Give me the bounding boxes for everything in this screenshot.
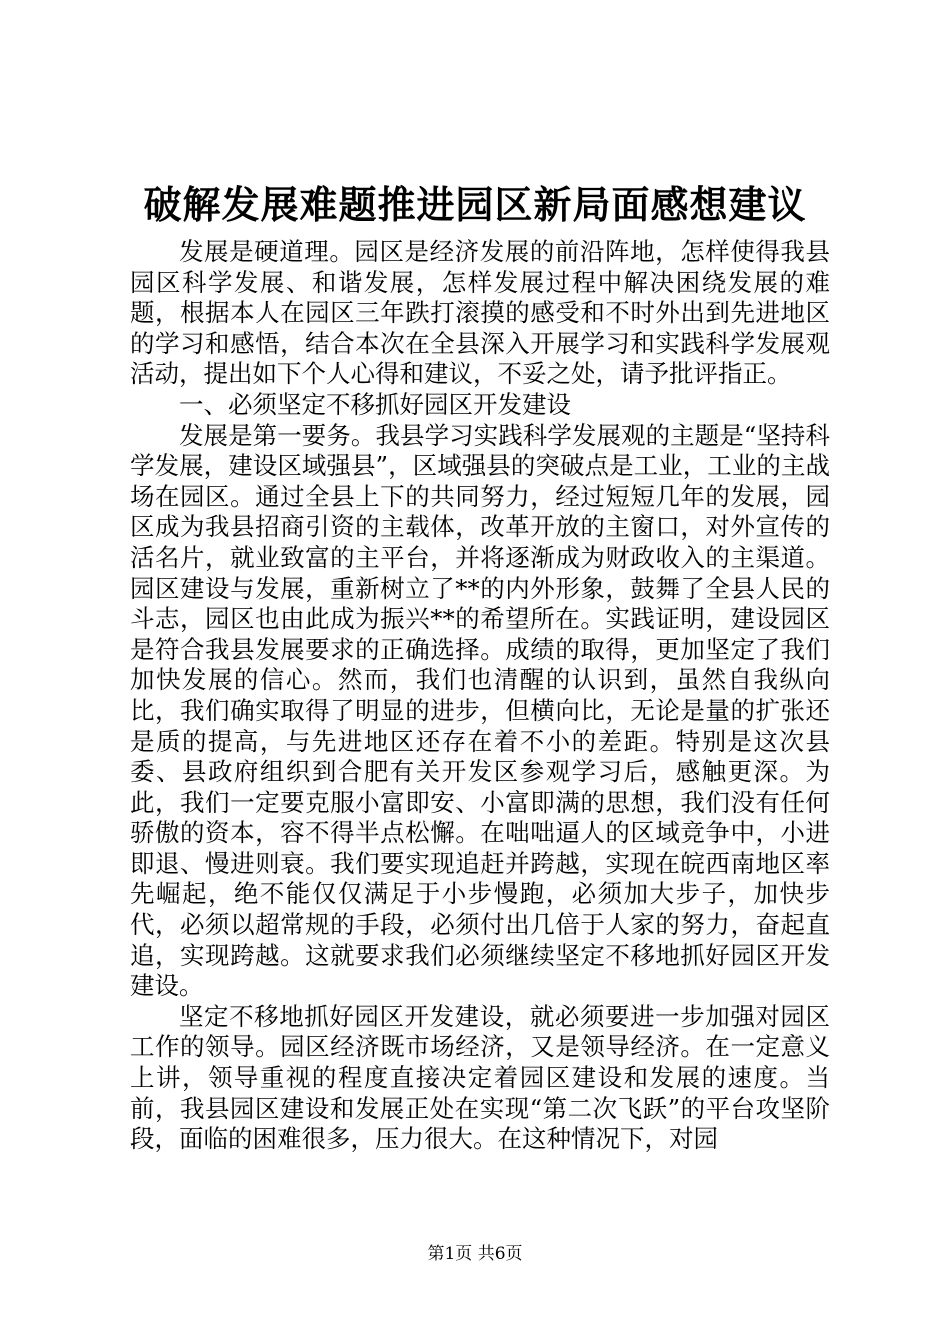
document-body: [130, 237, 830, 1155]
paragraph-development: 发展是第一要务。我县学习实践科学发展观的主题是“坚持科学发展，建设区域强县”，区域强县的突破点是工业，工业的主战场在园区。通过全县上下的共同努力，经过短短几年的发展，园区成为我县招商引资的主载体，改革开放的主窗口，对外宣传的活名片，就业致富的主平台，并将逐渐成为财政收入的主渠道。园区建设与发展，重新树立了**的内外形象，鼓舞了全县人民的斗志，园区也由此成为振兴**的希望所在。实践证明，建设园区是符合我县发展要求的正确选择。成绩的取得，更加坚定了我们加快发展的信心。然而，我们也清醒的认识到，虽然自我纵向比，我们确实取得了明显的进步，但横向比，无论是量的扩张还是质的提高，与先进地区还存在着不小的差距。特别是这次县委、县政府组织到合肥有关开发区参观学习后，感触更深。为此，我们一定要克服小富即安、小富即满的思想，我们没有任何骄傲的资本，容不得半点松懈。在咄咄逼人的区域竞争中，小进即退、慢进则衰。我们要实现追赶并跨越，实现在皖西南地区率先崛起，绝不能仅仅满足于小步慢跑，必须加大步子，加快步代，必须以超常规的手段，必须付出几倍于人家的努力，奋起直追，实现跨越。这就要求我们必须继续坚定不移地抓好园区开发建设。: [130, 420, 830, 1001]
section-heading-1: 一、必须坚定不移抓好园区开发建设: [179, 389, 571, 419]
page-number: 第1页 共6页: [427, 1244, 523, 1264]
paragraph-leadership: 坚定不移地抓好园区开发建设，就必须要进一步加强对园区工作的领导。园区经济既市场经济，又是领导经济。在一定意义上讲，领导重视的程度直接决定着园区建设和发展的速度。当前，我县园区建设和发展正处在实现“第二次飞跃”的平台攻坚阶段，面临的困难很多，压力很大。在这种情况下，对园: [130, 1001, 830, 1154]
paragraph-intro: 发展是硬道理。园区是经济发展的前沿阵地，怎样使得我县园区科学发展、和谐发展，怎样发展过程中解决困绕发展的难题，根据本人在园区三年跌打滚摸的感受和不时外出到先进地区的学习和感悟，结合本次在全县深入开展学习和实践科学发展观活动，提出如下个人心得和建议，不妥之处，请予批评指正。: [130, 237, 830, 389]
document-title: 破解发展难题推进园区新局面感想建议: [143, 182, 807, 227]
